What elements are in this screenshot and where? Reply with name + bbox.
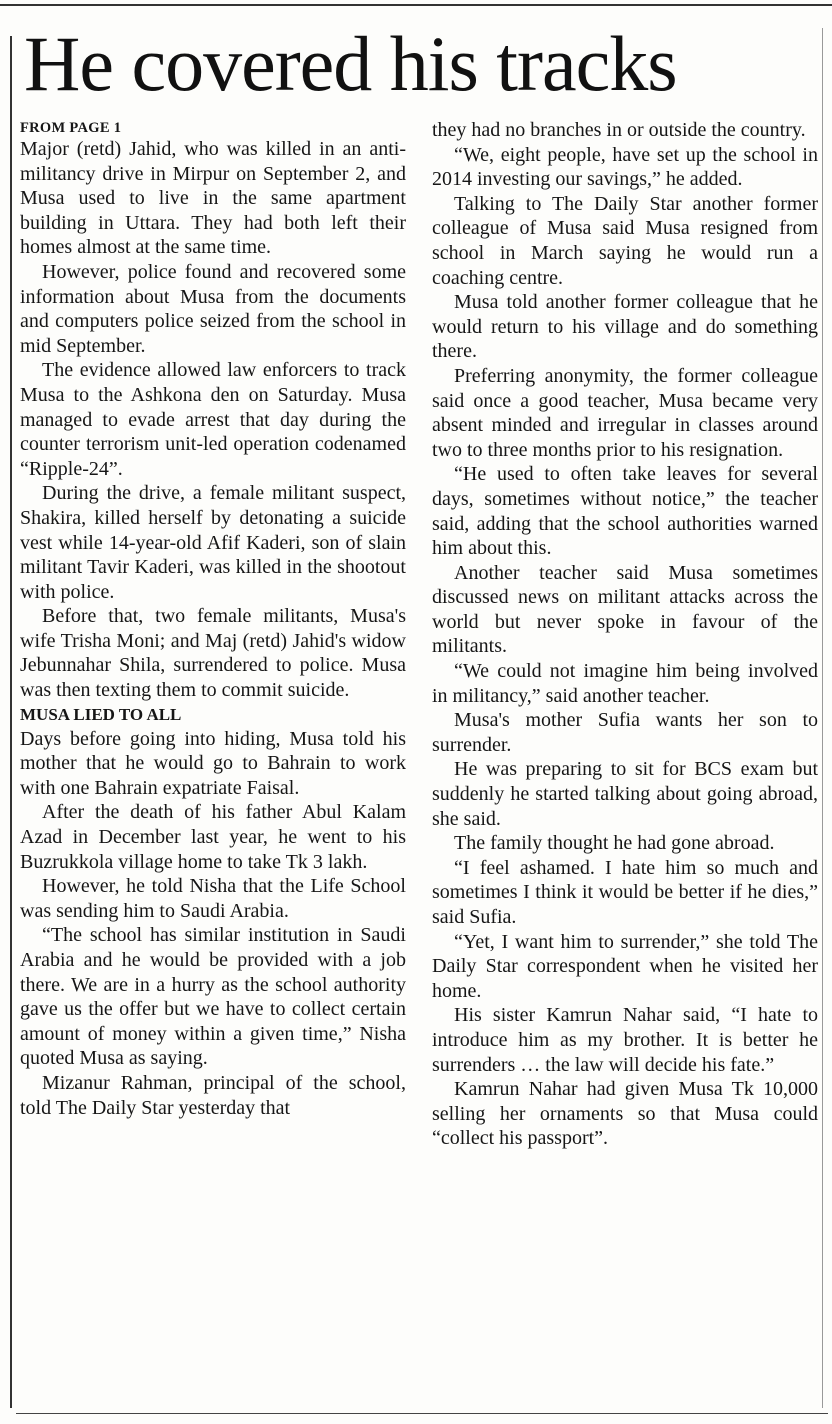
paragraph: Mizanur Rahman, principal of the school, told The Daily Star yesterday that xyxy=(20,1071,406,1119)
subhead: MUSA LIED TO ALL xyxy=(20,704,182,724)
paragraph: “I feel ashamed. I hate him so much and sometimes I think it would be better if he dies,” said Sufia. xyxy=(432,856,818,928)
kicker: FROM PAGE 1 xyxy=(20,120,122,136)
paragraph: “We, eight people, have set up the school in 2014 investing our savings,” he added. xyxy=(432,143,818,191)
paragraph: they had no branches in or outside the country. xyxy=(432,119,806,141)
paragraph: “He used to often take leaves for several days, sometimes without notice,” the teacher said, adding that the school authorities warned him about this. xyxy=(432,463,818,560)
paragraph: “We could not imagine him being involved in militancy,” said another teacher. xyxy=(432,660,818,707)
paragraph: Before that, two female militants, Musa's wife Trisha Moni; and Maj (retd) Jahid's widow Jebunnahar Shila, surrendered to police. Musa was then texting them to commit suicide. xyxy=(20,605,406,702)
paragraph: However, he told Nisha that the Life School was sending him to Saudi Arabia. xyxy=(20,875,406,922)
right-column xyxy=(432,118,818,1151)
paragraph: His sister Kamrun Nahar said, “I hate to introduce him as my brother. It is better he surrenders … the law will decide his fate.” xyxy=(432,1004,818,1076)
paragraph: Preferring anonymity, the former colleague said once a good teacher, Musa became very absent minded and irregular in classes around two to three months prior to his resignation. xyxy=(432,364,818,461)
paragraph: “Yet, I want him to surrender,” she told The Daily Star correspondent when he visited her home. xyxy=(432,930,818,1002)
paragraph: However, police found and recovered some information about Musa from the documents and computers police seized from the school in mid September. xyxy=(20,260,406,357)
paragraph: Kamrun Nahar had given Musa Tk 10,000 selling her ornaments so that Musa could “collect his passport”. xyxy=(432,1078,818,1150)
headline: He covered his tracks xyxy=(24,20,677,107)
paragraph: Another teacher said Musa sometimes discussed news on militant attacks across the world but never spoke in favour of the militants. xyxy=(432,561,818,658)
paragraph: The evidence allowed law enforcers to track Musa to the Ashkona den on Saturday. Musa managed to evade arrest that day during the counter terrorism unit-led operation codenamed “Ripple-24”. xyxy=(20,359,406,480)
paragraph: Days before going into hiding, Musa told his mother that he would go to Bahrain to work with one Bahrain expatriate Faisal. xyxy=(20,727,406,799)
left-column xyxy=(20,118,406,1120)
right-rule xyxy=(822,28,823,1408)
bottom-rule xyxy=(16,1413,828,1414)
paragraph: Musa's mother Sufia wants her son to surrender. xyxy=(432,709,818,756)
paragraph: Major (retd) Jahid, who was killed in an anti-militancy drive in Mirpur on September 2, and Musa used to live in the same apartment building in Uttara. They had both left their homes almost at the same time. xyxy=(20,138,406,259)
paragraph: Musa told another former colleague that he would return to his village and do something there. xyxy=(432,291,818,363)
left-rule xyxy=(10,36,12,1408)
top-rule xyxy=(0,4,832,6)
paragraph: He was preparing to sit for BCS exam but suddenly he started talking about going abroad, she said. xyxy=(432,758,818,830)
paragraph: During the drive, a female militant suspect, Shakira, killed herself by detonating a suicide vest while 14-year-old Afif Kaderi, son of slain militant Tavir Kaderi, was killed in the shootout with police. xyxy=(20,482,406,603)
paragraph: “The school has similar institution in Saudi Arabia and he would be provided with a job there. We are in a hurry as the school authority gave us the offer but we have to collect certain amount of money within a given time,” Nisha quoted Musa as saying. xyxy=(20,924,406,1070)
paragraph: After the death of his father Abul Kalam Azad in December last year, he went to his Buzrukkola village home to take Tk 3 lakh. xyxy=(20,801,406,873)
paragraph: The family thought he had gone abroad. xyxy=(454,832,775,855)
paragraph: Talking to The Daily Star another former colleague of Musa said Musa resigned from school in March saying he would run a coaching centre. xyxy=(432,192,818,289)
